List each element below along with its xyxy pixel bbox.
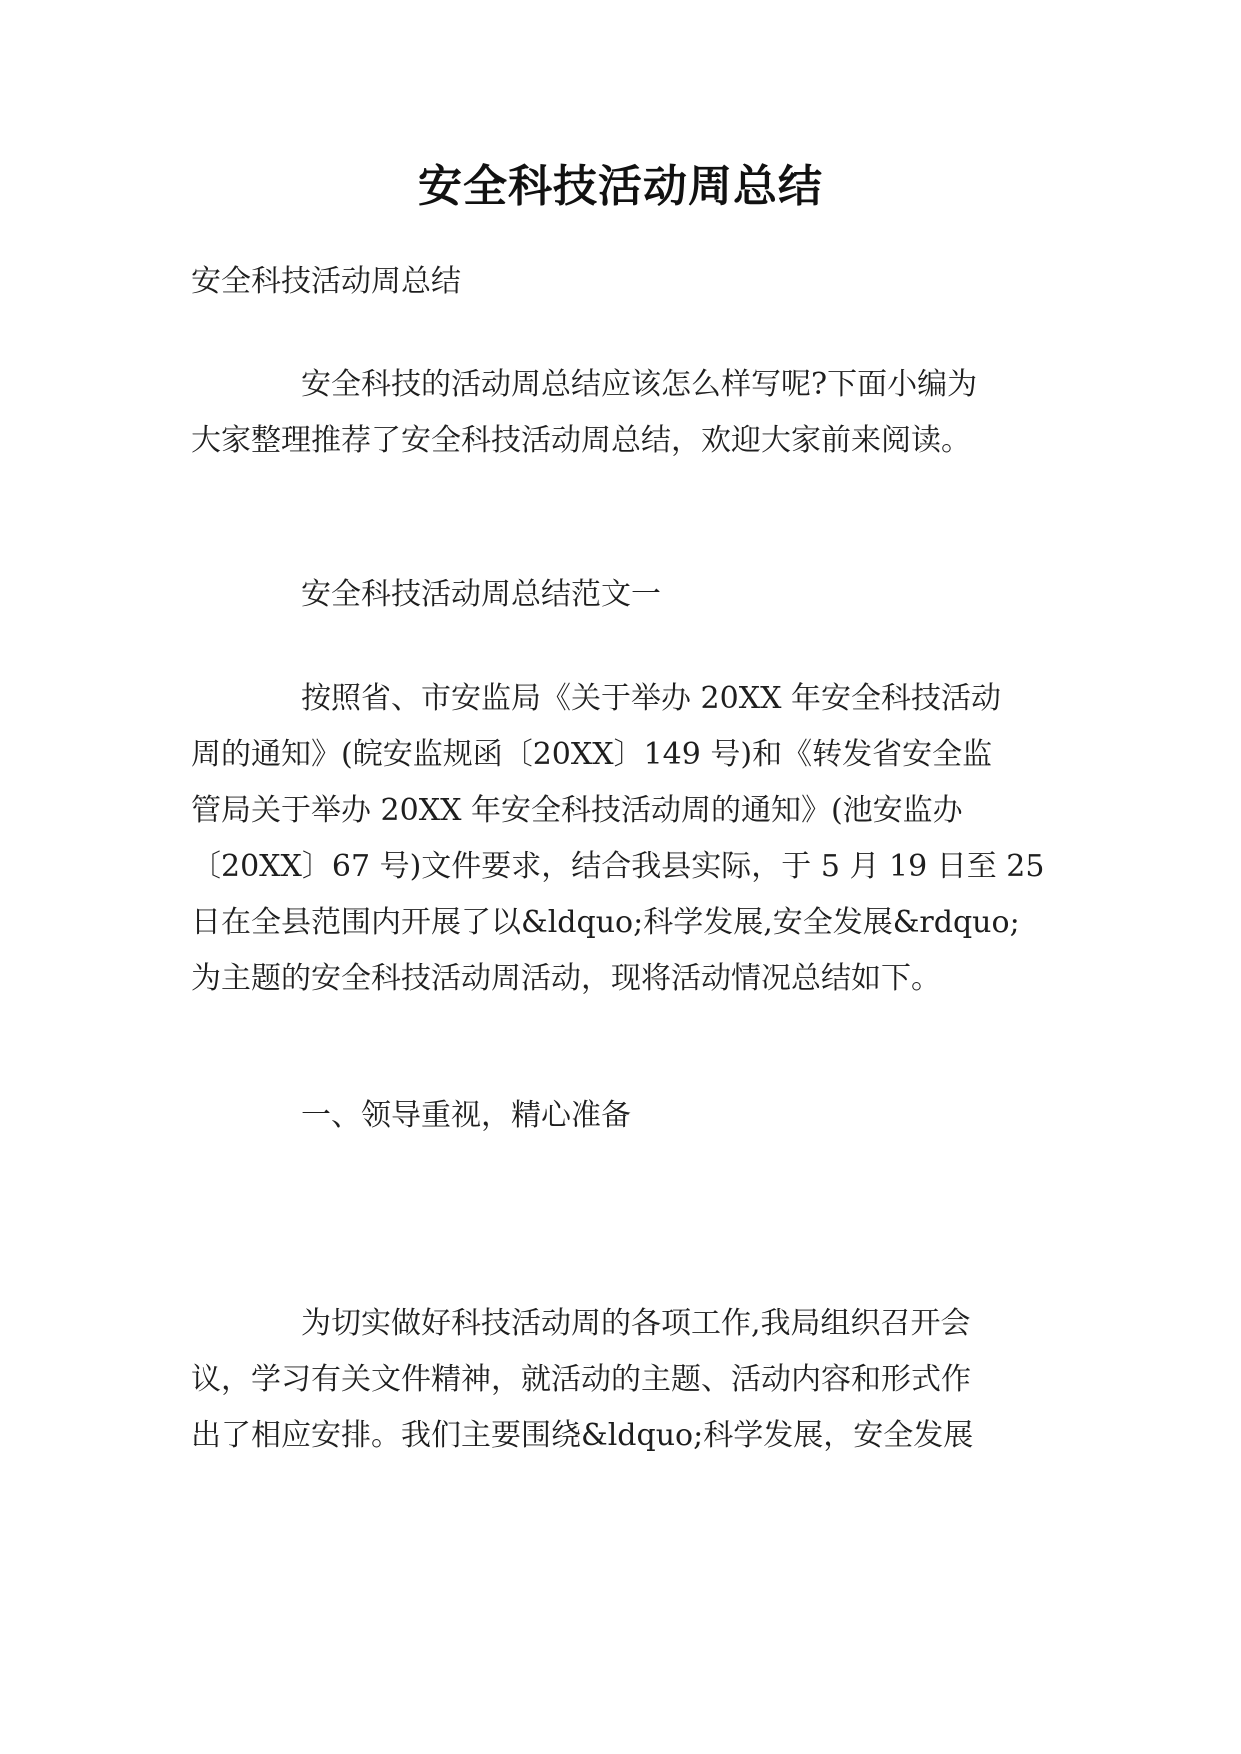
intro-paragraph bbox=[191, 357, 1066, 469]
sample-heading bbox=[191, 567, 1066, 623]
paragraph-line: 为主题的安全科技活动周活动，现将活动情况总结如下。 bbox=[191, 961, 941, 996]
paragraph-line: 〔20XX〕67 号)文件要求，结合我县实际，于 5 月 19 日至 25 bbox=[191, 849, 1045, 884]
paragraph-line: 按照省、市安监局《关于举办 20XX 年安全科技活动 bbox=[301, 681, 1001, 716]
paragraph-line: 议，学习有关文件精神，就活动的主题、活动内容和形式作 bbox=[191, 1362, 971, 1397]
intro-line: 大家整理推荐了安全科技活动周总结，欢迎大家前来阅读。 bbox=[191, 423, 971, 458]
paragraph-line: 管局关于举办 20XX 年安全科技活动周的通知》(池安监办 bbox=[191, 793, 963, 828]
section-heading-text: 一、领导重视，精心准备 bbox=[301, 1098, 631, 1133]
paragraph-line: 日在全县范围内开展了以&ldquo;科学发展,安全发展&rdquo; bbox=[191, 905, 1020, 940]
paragraph-line: 为切实做好科技活动周的各项工作,我局组织召开会 bbox=[301, 1306, 971, 1341]
section-1-heading bbox=[191, 1088, 1066, 1144]
paragraph-line: 周的通知》(皖安监规函〔20XX〕149 号)和《转发省安全监 bbox=[191, 737, 993, 772]
subtitle-text: 安全科技活动周总结 bbox=[191, 264, 461, 299]
document-title: 安全科技活动周总结 bbox=[418, 161, 823, 212]
paragraph-2 bbox=[191, 1296, 1066, 1464]
paragraph-1 bbox=[191, 671, 1066, 1007]
subtitle bbox=[191, 254, 1066, 310]
paragraph-line: 出了相应安排。我们主要围绕&ldquo;科学发展，安全发展 bbox=[191, 1418, 974, 1453]
intro-line: 安全科技的活动周总结应该怎么样写呢?下面小编为 bbox=[301, 367, 978, 402]
sample-heading-text: 安全科技活动周总结范文一 bbox=[301, 577, 661, 612]
